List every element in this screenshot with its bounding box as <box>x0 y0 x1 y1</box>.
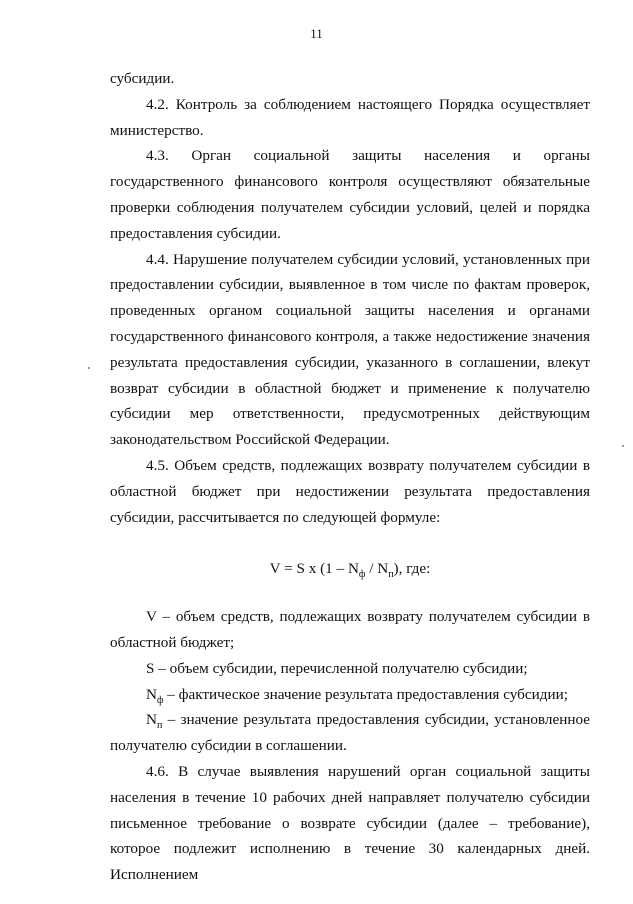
np-subscript: п <box>156 720 163 732</box>
page-number: 11 <box>310 26 323 41</box>
nf-subscript: ф <box>156 694 164 706</box>
definition-v: V – объем средств, подлежащих возврату получателем субсидии в областной бюджет; <box>110 608 590 651</box>
formula-subscript-f: ф <box>358 569 366 581</box>
paragraph-continuation: субсидии. <box>110 70 175 87</box>
paragraph-4-4: 4.4. Нарушение получателем субсидии условий, установленных при предоставлении субсидии, выявленное в том числе по фактам проверок, проведенных органом социальной защиты населения и органами государственного финансового контроля, а также недостижение значения результата предоставления субсидии, указанного в соглашении, влекут возврат субсидии в областной бюджет и применение к получателю субсидии мер ответственности, предусмотренных действующим законодательством Российской Федерации. <box>110 250 590 449</box>
np-text: – значение результата предоставления субсидии, установленное получателю субсидии в соглашении. <box>110 711 590 755</box>
nf-symbol: N <box>146 685 157 703</box>
definition-np <box>110 707 590 759</box>
document-body <box>110 66 590 888</box>
formula-rhs: ), где: <box>393 560 431 578</box>
formula-lhs: V = S x (1 – N <box>269 560 359 578</box>
definition-nf <box>110 682 590 708</box>
scan-speck <box>88 367 90 369</box>
np-symbol: N <box>146 711 157 729</box>
paragraph-4-2: 4.2. Контроль за соблюдением настоящего Порядка осуществляет министерство. <box>110 95 590 139</box>
formula-subscript-p: п <box>388 569 394 581</box>
formula-mid: / N <box>365 560 389 578</box>
formula <box>110 552 590 582</box>
paragraph-4-5: 4.5. Объем средств, подлежащих возврату получателем субсидии в областной бюджет при недостижении результата предоставления субсидии, рассчитывается по следующей формуле: <box>110 456 590 526</box>
scan-speck <box>622 445 624 447</box>
nf-text: – фактическое значение результата предоставления субсидии; <box>163 685 568 703</box>
paragraph-4-6: 4.6. В случае выявления нарушений орган социальной защиты населения в течение 10 рабочих дней направляет получателю субсидии письменное требование о возврате субсидии (далее – требование), которое подлежит исполнению в течение 30 календарных дней. Исполнением <box>110 762 590 884</box>
paragraph-4-3: 4.3. Орган социальной защиты населения и органы государственного финансового контроля осуществляют обязательные проверки соблюдения получателем субсидии условий, целей и порядка предоставления субсидии. <box>110 147 590 242</box>
definition-s: S – объем субсидии, перечисленной получателю субсидии; <box>146 659 528 677</box>
